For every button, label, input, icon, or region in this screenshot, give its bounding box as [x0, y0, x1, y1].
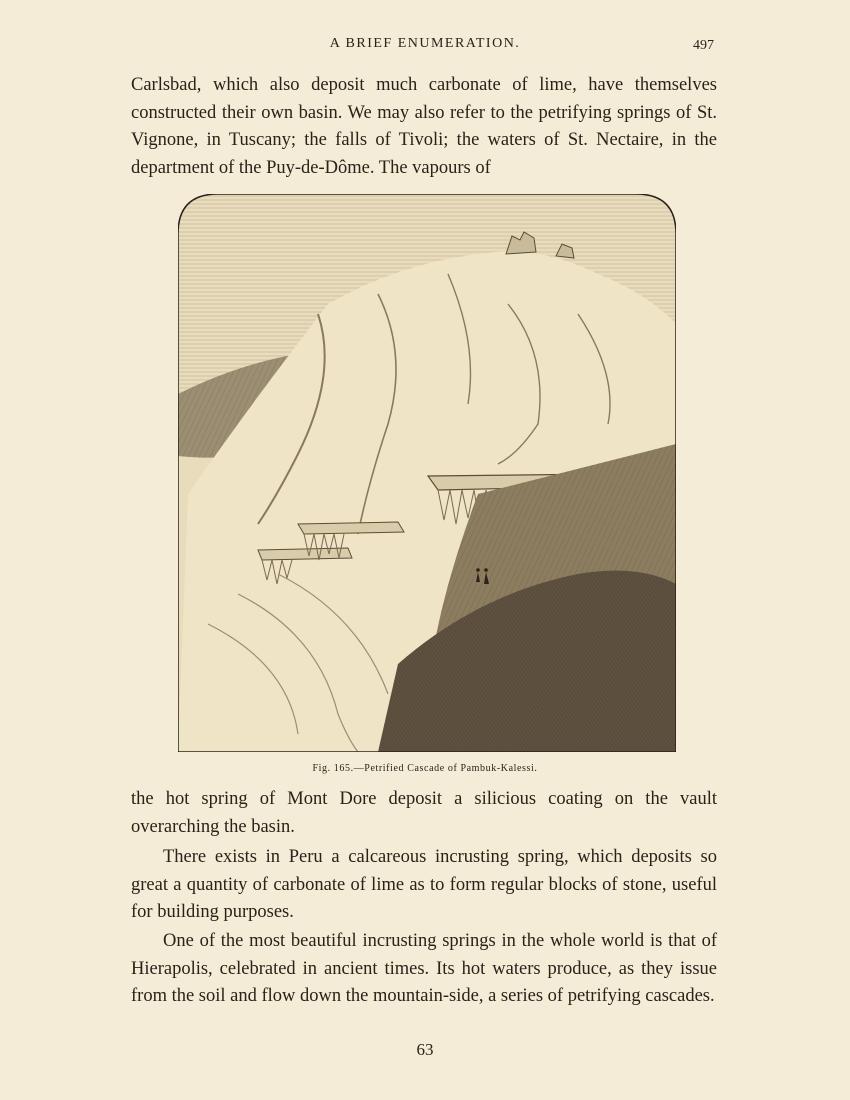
paragraph-2: the hot spring of Mont Dore deposit a silicious coating on the vault overarching the basin.	[131, 789, 717, 837]
paragraph-1: Carlsbad, which also deposit much carbonate of lime, have themselves constructed their own basin. We may also refer to the petrifying springs of St. Vignone, in Tuscany; the falls of Tivoli; the waters of St. Nectaire, in the department of the Puy-de-Dôme. The vapours of	[131, 75, 717, 178]
folio-number: 63	[416, 1040, 434, 1059]
paragraph-3: There exists in Peru a calcareous incrusting spring, which deposits so great a quantity of carbonate of lime as to form regular blocks of stone, useful for building purposes.	[131, 847, 717, 922]
running-title: A BRIEF ENUMERATION.	[329, 36, 521, 51]
engraving-illustration	[178, 194, 676, 752]
figure-caption: Fig. 165.—Petrified Cascade of Pambuk-Kalessi.	[312, 763, 538, 774]
running-head	[0, 36, 850, 56]
page-number: 497	[693, 38, 714, 53]
paragraph-4: One of the most beautiful incrusting springs in the whole world is that of Hierapolis, celebrated in ancient times. Its hot waters produce, as they issue from the soil and flow down the mountain-side, a series of petrifying cascades.	[131, 931, 717, 1006]
